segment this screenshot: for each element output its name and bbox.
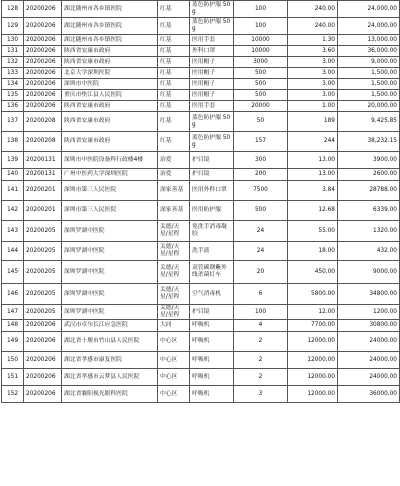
cell-donor: 红基 [158,101,190,112]
cell-no: 132 [2,57,24,68]
cell-item: 医用手套 [190,35,234,46]
cell-item: 医用防护服 [190,201,234,221]
cell-price: 12.00 [288,305,338,320]
cell-no: 143 [2,221,24,242]
cell-donor: 红基 [158,68,190,79]
table-row [2,152,400,169]
cell-item: 免洗手消毒凝胶 [190,221,234,242]
cell-donor: 中心区 [158,369,190,386]
cell-total: 38,232.15 [338,132,400,152]
cell-org: 陕西省安康市政府 [62,46,158,57]
cell-price: 244 [288,132,338,152]
table-row [2,90,400,101]
cell-item: 呼吸机 [190,320,234,332]
cell-total: 6339.00 [338,201,400,221]
table-row [2,112,400,132]
table-row [2,320,400,332]
cell-price: 55.00 [288,221,338,242]
cell-donor: 治爱 [158,152,190,169]
cell-price: 5800.00 [288,284,338,305]
cell-no: 149 [2,332,24,352]
cell-org: 深圳罗湖中医院 [62,284,158,305]
cell-org: 湖北省十堰市竹山县人民医院 [62,332,158,352]
cell-no: 136 [2,101,24,112]
cell-price: 18.00 [288,242,338,261]
table-row [2,369,400,386]
cell-no: 140 [2,169,24,181]
cell-total: 34800.00 [338,284,400,305]
cell-item: 医用帽子 [190,57,234,68]
cell-donor: 深家善基 [158,201,190,221]
cell-qty: 500 [234,90,288,101]
cell-item: 蓝色防护服 50g [190,18,234,35]
cell-total: 36000.00 [338,386,400,403]
cell-donor: 红基 [158,132,190,152]
cell-date: 20200206 [24,68,62,79]
cell-donor: 红基 [158,46,190,57]
cell-no: 129 [2,18,24,35]
cell-item: 洗手液 [190,242,234,261]
cell-no: 150 [2,352,24,369]
cell-donor: 中心区 [158,386,190,403]
cell-total: 3900.00 [338,152,400,169]
cell-no: 145 [2,261,24,284]
table-row [2,132,400,152]
cell-item: 双管碳钢紫外线杀菌灯车 [190,261,234,284]
cell-total: 1,500.00 [338,90,400,101]
cell-total: 13,000.00 [338,35,400,46]
cell-donor: 中心区 [158,332,190,352]
cell-total: 28788.00 [338,181,400,201]
cell-org: 陕西省安康市政府 [62,112,158,132]
cell-qty: 100 [234,305,288,320]
cell-donor: 关德/天星/星程 [158,242,190,261]
cell-price: 240.00 [288,18,338,35]
cell-qty: 2 [234,369,288,386]
table-body [2,1,400,403]
cell-date: 20200205 [24,221,62,242]
cell-price: 3.00 [288,79,338,90]
cell-date: 20200205 [24,284,62,305]
table-row [2,332,400,352]
cell-qty: 2 [234,332,288,352]
cell-no: 148 [2,320,24,332]
cell-no: 134 [2,79,24,90]
cell-no: 137 [2,112,24,132]
cell-qty: 50 [234,112,288,132]
cell-item: 护目镜 [190,305,234,320]
cell-item: 外科口罩 [190,46,234,57]
cell-donor: 关德/天星/星程 [158,261,190,284]
cell-price: 240.00 [288,1,338,18]
table-row [2,305,400,320]
cell-date: 20200206 [24,101,62,112]
cell-donor: 中心区 [158,352,190,369]
cell-price: 3.60 [288,46,338,57]
cell-total: 24000.00 [338,369,400,386]
cell-org: 湖北随州市各乡镇医院 [62,1,158,18]
cell-total: 1320.00 [338,221,400,242]
table-row [2,181,400,201]
table-row [2,221,400,242]
cell-total: 24,000.00 [338,18,400,35]
cell-donor: 红基 [158,112,190,132]
cell-item: 护目镜 [190,152,234,169]
cell-date: 20200208 [24,132,62,152]
table-row [2,201,400,221]
cell-qty: 7500 [234,181,288,201]
cell-qty: 10000 [234,46,288,57]
table-row [2,352,400,369]
cell-donor: 红基 [158,79,190,90]
cell-price: 1.00 [288,101,338,112]
cell-org: 湖北随州市各乡镇医院 [62,18,158,35]
cell-donor: 红基 [158,90,190,101]
cell-date: 20200131 [24,152,62,169]
cell-price: 189 [288,112,338,132]
table-row [2,284,400,305]
table-row [2,68,400,79]
cell-price: 12000.00 [288,352,338,369]
cell-price: 12.68 [288,201,338,221]
cell-item: 医用手套 [190,101,234,112]
cell-total: 1200.00 [338,305,400,320]
cell-date: 20200206 [24,57,62,68]
cell-date: 20200206 [24,352,62,369]
cell-date: 20200205 [24,305,62,320]
table-row [2,242,400,261]
cell-date: 20200206 [24,1,62,18]
cell-total: 20,000.00 [338,101,400,112]
cell-total: 30800.00 [338,320,400,332]
cell-price: 13.00 [288,152,338,169]
cell-item: 医用帽子 [190,90,234,101]
cell-item: 医用帽子 [190,68,234,79]
cell-total: 432.00 [338,242,400,261]
cell-date: 20200206 [24,35,62,46]
table-row [2,18,400,35]
cell-price: 3.00 [288,57,338,68]
cell-total: 36,000.00 [338,46,400,57]
cell-org: 深圳市中医院设备科行政楼4楼 [62,152,158,169]
cell-total: 2600.00 [338,169,400,181]
cell-org: 深圳市中医院 [62,79,158,90]
cell-date: 20200206 [24,320,62,332]
cell-qty: 3 [234,386,288,403]
cell-no: 133 [2,68,24,79]
cell-price: 1.30 [288,35,338,46]
cell-price: 3.00 [288,68,338,79]
cell-qty: 100 [234,18,288,35]
cell-item: 蓝色防护服 50g [190,112,234,132]
cell-item: 呼吸机 [190,369,234,386]
cell-date: 20200206 [24,79,62,90]
cell-no: 151 [2,369,24,386]
cell-item: 呼吸机 [190,352,234,369]
cell-date: 20200206 [24,369,62,386]
cell-no: 135 [2,90,24,101]
cell-date: 20200206 [24,386,62,403]
cell-date: 20200206 [24,332,62,352]
cell-donor: 关德/天星/星程 [158,221,190,242]
cell-no: 144 [2,242,24,261]
cell-org: 湖北随州市各乡镇医院 [62,35,158,46]
cell-qty: 24 [234,242,288,261]
cell-org: 广州中医药大学深圳医院 [62,169,158,181]
cell-no: 139 [2,152,24,169]
cell-date: 20200206 [24,18,62,35]
table-row [2,46,400,57]
cell-qty: 4 [234,320,288,332]
cell-donor: 深家善基 [158,181,190,201]
cell-date: 20200201 [24,181,62,201]
table-row [2,57,400,68]
cell-donor: 关德/天星/星程 [158,284,190,305]
cell-qty: 24 [234,221,288,242]
table-row [2,261,400,284]
cell-org: 湖北省孝感市云梦县人民医院 [62,369,158,386]
cell-donor: 关德/天星/星程 [158,305,190,320]
cell-org: 湖北省襄阳视光眼科医院 [62,386,158,403]
cell-org: 湖北省孝感市康复医院 [62,352,158,369]
cell-item: 蓝色防护服 50g [190,132,234,152]
cell-qty: 500 [234,68,288,79]
donation-table [1,0,400,403]
cell-date: 20200205 [24,242,62,261]
cell-price: 3.00 [288,90,338,101]
cell-price: 12000.00 [288,386,338,403]
cell-org: 深圳罗湖中医院 [62,221,158,242]
table-row [2,1,400,18]
cell-total: 1,500.00 [338,68,400,79]
cell-donor: 红基 [158,18,190,35]
cell-donor: 红基 [158,57,190,68]
cell-qty: 500 [234,201,288,221]
table-row [2,169,400,181]
cell-org: 深圳市第三人民医院 [62,201,158,221]
cell-no: 147 [2,305,24,320]
cell-price: 450.00 [288,261,338,284]
cell-item: 医用外科口罩 [190,181,234,201]
cell-total: 24,000.00 [338,1,400,18]
cell-qty: 100 [234,1,288,18]
cell-item: 蓝色防护服 50g [190,1,234,18]
cell-no: 138 [2,132,24,152]
table-row [2,79,400,90]
cell-qty: 2 [234,352,288,369]
cell-no: 146 [2,284,24,305]
cell-qty: 20000 [234,101,288,112]
cell-item: 呼吸机 [190,332,234,352]
cell-org: 陕西省安康市政府 [62,101,158,112]
cell-price: 12000.00 [288,369,338,386]
cell-date: 20200206 [24,46,62,57]
cell-org: 陕西省安康市政府 [62,132,158,152]
cell-total: 9,425.85 [338,112,400,132]
cell-org: 深圳罗湖中医院 [62,305,158,320]
cell-org: 重庆市垫江县人民医院 [62,90,158,101]
cell-total: 9000.00 [338,261,400,284]
cell-total: 24000.00 [338,352,400,369]
table-row [2,101,400,112]
cell-no: 142 [2,201,24,221]
cell-org: 深圳罗湖中医院 [62,261,158,284]
cell-price: 13.00 [288,169,338,181]
cell-price: 3.84 [288,181,338,201]
cell-item: 医用帽子 [190,79,234,90]
cell-qty: 6 [234,284,288,305]
cell-date: 20200131 [24,169,62,181]
cell-item: 护目镜 [190,169,234,181]
cell-price: 12000.00 [288,332,338,352]
cell-donor: 治爱 [158,169,190,181]
cell-no: 128 [2,1,24,18]
cell-item: 呼吸机 [190,386,234,403]
table-row [2,35,400,46]
cell-org: 武汉市卓尔长江应急医院 [62,320,158,332]
cell-org: 陕西省安康市政府 [62,57,158,68]
cell-qty: 20 [234,261,288,284]
cell-no: 141 [2,181,24,201]
cell-qty: 3000 [234,57,288,68]
cell-item: 空气消毒机 [190,284,234,305]
cell-price: 7700.00 [288,320,338,332]
cell-donor: 红基 [158,35,190,46]
cell-org: 深圳市第三人民医院 [62,181,158,201]
cell-no: 152 [2,386,24,403]
cell-date: 20200201 [24,201,62,221]
cell-no: 130 [2,35,24,46]
cell-donor: 红基 [158,1,190,18]
cell-total: 1,500.00 [338,79,400,90]
cell-qty: 10000 [234,35,288,46]
cell-qty: 500 [234,79,288,90]
cell-date: 20200206 [24,90,62,101]
cell-total: 9,000.00 [338,57,400,68]
cell-total: 24000.00 [338,332,400,352]
cell-date: 20200208 [24,112,62,132]
cell-qty: 157 [234,132,288,152]
cell-no: 131 [2,46,24,57]
cell-qty: 200 [234,169,288,181]
table-row [2,386,400,403]
cell-donor: 大同 [158,320,190,332]
cell-org: 北京大学深圳医院 [62,68,158,79]
cell-date: 20200205 [24,261,62,284]
cell-qty: 300 [234,152,288,169]
cell-org: 深圳罗湖中医院 [62,242,158,261]
